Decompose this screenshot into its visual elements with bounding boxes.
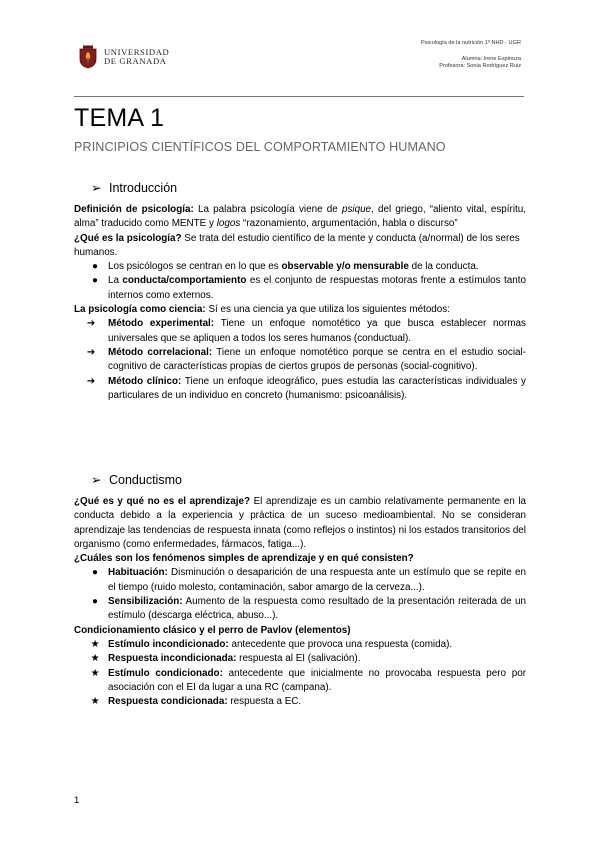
question-paragraph: ¿Qué es la psicología? Se trata del estudio científico de la mente y conducta (a/normal) de los seres humanos. (74, 232, 520, 258)
star-icon: ★ (90, 696, 100, 708)
list-item: ★ Estímulo condicionado: antecedente que inicialmente no provocaba respuesta pero por asociación con el EI da lugar a una RC (campana). (74, 667, 526, 696)
arrowhead-icon: ➢ (91, 473, 102, 487)
list-item: ● Habituación: Disminución o desaparición de una respuesta ante un estímulo que se repite en el tiempo (ruido molesto, contaminación, sabor amargo de la cerveza...). (74, 566, 526, 595)
university-name: UNIVERSIDAD DE GRANADA (104, 46, 170, 66)
intro-body (74, 203, 526, 403)
teacher-line: Profesora: Sonia Rodríguez Ruiz (439, 63, 521, 70)
university-logo (78, 44, 169, 70)
header-info (421, 40, 521, 71)
section-heading-conductismo: ➢ Conductismo (91, 473, 182, 487)
learning-paragraph: ¿Qué es y qué no es el aprendizaje? El aprendizaje es un cambio relativamente permanente en la conducta debido a la experiencia y práctica de un suceso medioambiental. No se consideran aprendizaje las tendencias de respuesta innata (como reflejos o instintos) ni los estados transitorios del organismo (como enfermedades, fármacos, fatiga...). (74, 496, 527, 550)
arrowhead-icon: ➢ (91, 181, 102, 195)
list-item: ● Sensibilización: Aumento de la respuesta como resultado de la presentación reiterada de un estímulo (descarga eléctrica, abuso...). (74, 595, 526, 624)
arrow-right-icon: ➔ (86, 318, 96, 330)
header-divider (74, 96, 524, 97)
course-line: Psicología de la nutrición 1º NHD - UGR (421, 40, 521, 46)
crest-icon (78, 45, 98, 69)
definition-paragraph: Definición de psicología: La palabra psicología viene de psique, del griego, “aliento vital, espíritu, alma” traducido como MENTE y logos “razonamiento, argumentación, habla o discurso” (74, 204, 526, 230)
bullet-icon: ● (92, 275, 98, 287)
science-paragraph: La psicología como ciencia: Sí es una ciencia ya que utiliza los siguientes métodos: (74, 304, 450, 316)
list-item: ★ Respuesta condicionada: respuesta a EC. (74, 695, 526, 709)
list-item: ➔ Método clínico: Tiene un enfoque ideográfico, pues estudia las características individuales y particulares de un individuo en concreto (humanismo: psicoanálisis). (74, 375, 526, 404)
list-item: ● La conducta/comportamiento es el conjunto de respuestas motoras frente a estímulos tanto internos como externos. (74, 274, 526, 303)
star-icon: ★ (90, 638, 100, 650)
list-item: ★ Respuesta incondicionada: respuesta al EI (salivación). (74, 652, 526, 666)
list-item: ➔ Método experimental: Tiene un enfoque nomotético ya que busca establecer normas universales que se apliquen a todos los seres humanos (conductual). (74, 317, 526, 346)
conductismo-body (74, 495, 526, 709)
section-heading-introduccion: ➢ Introducción (91, 181, 178, 195)
student-line: Alumna: Irene Espinoza (461, 55, 521, 62)
page-subtitle: PRINCIPIOS CIENTÍFICOS DEL COMPORTAMIENTO HUMANO (74, 140, 446, 154)
page-title: TEMA 1 (74, 104, 165, 132)
pavlov-heading: Condicionamiento clásico y el perro de Pavlov (elementos) (74, 624, 351, 636)
phenomena-question: ¿Cuáles son los fenómenos simples de aprendizaje y en qué consisten? (74, 553, 414, 565)
list-item: ➔ Método correlacional: Tiene un enfoque nomotético porque se centra en el estudio social-cognitivo de características propias de ciertos grupos de personas (social-cognitivo). (74, 346, 526, 375)
arrow-right-icon: ➔ (86, 346, 96, 358)
bullet-icon: ● (92, 261, 98, 273)
bullet-icon: ● (92, 567, 98, 579)
list-item: ● Los psicólogos se centran en lo que es observable y/o mensurable de la conducta. (74, 260, 526, 274)
page-number: 1 (74, 795, 80, 806)
star-icon: ★ (90, 653, 100, 665)
star-icon: ★ (90, 667, 100, 679)
arrow-right-icon: ➔ (86, 375, 96, 387)
bullet-icon: ● (92, 596, 98, 608)
list-item: ★ Estímulo incondicionado: antecedente que provoca una respuesta (comida). (74, 638, 526, 652)
